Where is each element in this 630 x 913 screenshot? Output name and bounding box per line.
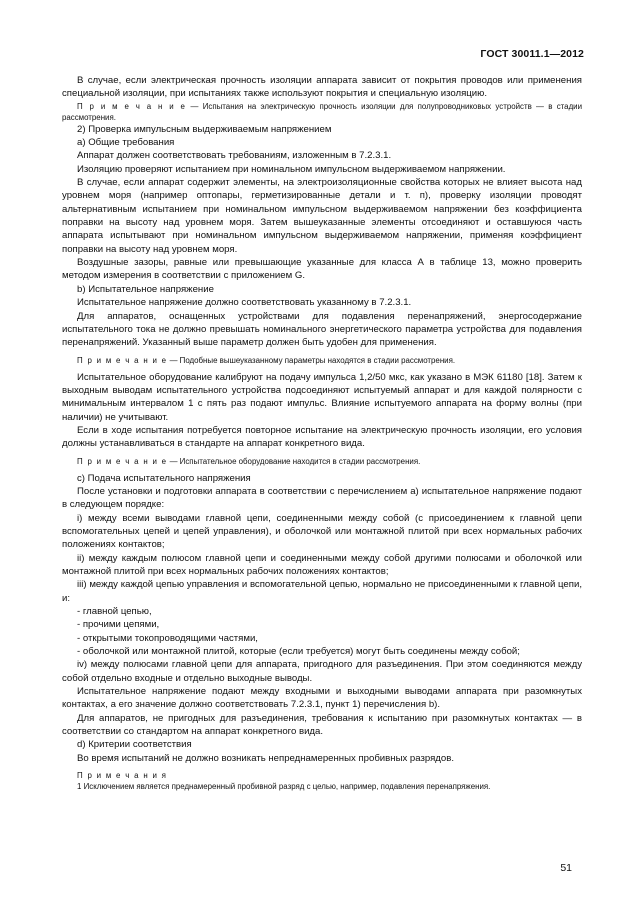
- body-paragraph: [62, 163, 582, 176]
- body-paragraph: [62, 149, 582, 162]
- body-paragraph: [62, 283, 582, 296]
- paragraph-text: d) Критерии соответствия: [77, 739, 192, 751]
- paragraph-text: - прочими цепями,: [77, 619, 160, 631]
- paragraph-text: b) Испытательное напряжение: [77, 283, 214, 295]
- paragraph-text: iii) между каждой цепью управления и вспомогательной цепью, нормально не присоединенными к главной цепи, и:: [62, 579, 582, 604]
- paragraph-text: В случае, если электрическая прочность изоляции аппарата зависит от покрытия проводов или применения специальной изоляции, при испытаниях также используют покрытия и специальную изоляцию.: [62, 75, 582, 100]
- paragraph-text: а) Общие требования: [77, 137, 175, 149]
- paragraph-text: - открытыми токопроводящими частями,: [77, 632, 258, 644]
- paragraph-text: i) между всеми выводами главной цепи, соединенными между собой (с присоединением к главной цепи вспомогательных цепей и цепей управления), и оболочкой или монтажной плитой при всех нормальных рабочих положениях контактов;: [62, 512, 582, 551]
- note-label: П р и м е ч а н и е: [77, 456, 168, 466]
- body-paragraph: [62, 605, 582, 618]
- page-body: [62, 74, 582, 792]
- note-label: П р и м е ч а н и е: [77, 355, 168, 365]
- paragraph-text: — Испытательное оборудование находится в стадии рассмотрения.: [167, 456, 421, 466]
- paragraph-text: - оболочкой или монтажной плитой, которые (если требуется) могут быть соединены между собой;: [77, 646, 520, 658]
- body-paragraph: [62, 578, 582, 605]
- body-paragraph: [62, 552, 582, 579]
- body-paragraph: [62, 685, 582, 712]
- paragraph-text: — Подобные вышеуказанному параметры находятся в стадии рассмотрения.: [167, 355, 456, 365]
- note-label: П р и м е ч а н и е: [77, 101, 187, 111]
- body-paragraph: [62, 632, 582, 645]
- paragraph-text: — Испытания на электрическую прочность изоляции для полупроводниковых устройств — в стадии рассмотрения.: [62, 101, 582, 122]
- paragraph-text: После установки и подготовки аппарата в соответствии с перечислением а) испытательное напряжение подают в следующем порядке:: [62, 485, 582, 511]
- body-paragraph: [62, 752, 582, 765]
- body-paragraph: [62, 310, 582, 350]
- paragraph-text: Воздушные зазоры, равные или превышающие указанные для класса А в таблице 13, можно проверить методом измерения в соответствии с приложением G.: [62, 257, 582, 282]
- paragraph-text: Для аппаратов, оснащенных устройствами для подавления перенапряжений, энергосодержание испытательного тока не должно превышать номинального энергетического параметра устройства для подавления перенапряжений. Указанный выше параметр должен быть удобен для применения.: [62, 310, 582, 349]
- body-paragraph: [62, 645, 582, 658]
- body-paragraph: [62, 256, 582, 283]
- body-paragraph: [62, 512, 582, 552]
- paragraph-text: Испытательное напряжение подают между входными и выходными выводами аппарата при разомкнутых контактах, а его значение должно соответствовать 7.2.3.1, пункт 1) перечисления b).: [62, 686, 582, 711]
- body-paragraph: [62, 472, 582, 485]
- body-paragraph: [62, 136, 582, 149]
- paragraph-text: В случае, если аппарат содержит элементы, на электроизоляционные свойства которых не влияет высота над уровнем моря (например оптопары, герметизированные детали и т. п), проверку изоляции проводят альтернативным испытанием при номинальном импульсном выдерживаемом напряжении без коэффициента поправки на высоту над уровнем моря. Затем вышеуказанные элементы отсоединяют и оставшуюся часть аппарата испытывают при номинальном импульсном выдерживаемом напряжении, применяя коэффициент поправки на высоту над уровнем моря.: [62, 177, 582, 255]
- note-paragraph: [62, 355, 582, 366]
- body-paragraph: [62, 712, 582, 739]
- page-number: 51: [560, 862, 572, 874]
- note-paragraph: [62, 456, 582, 467]
- paragraph-text: Если в ходе испытания потребуется повторное испытание на электрическую прочность изоляции, его условия должны устанавливаться в стандарте на аппарат конкретного вида.: [62, 424, 582, 450]
- paragraph-text: - главной цепью,: [77, 606, 152, 618]
- paragraph-text: 2) Проверка импульсным выдерживаемым напряжением: [77, 123, 332, 135]
- paragraph-text: с) Подача испытательного напряжения: [77, 472, 251, 484]
- body-paragraph: [62, 296, 582, 309]
- note-paragraph: [62, 781, 582, 792]
- paragraph-text: 1 Исключением является преднамеренный пробивной разряд с целью, например, подавления перенапряжения.: [77, 782, 491, 792]
- paragraph-text: Испытательное напряжение должно соответствовать указанному в 7.2.3.1.: [77, 297, 412, 309]
- paragraph-text: Изоляцию проверяют испытанием при номинальном импульсном выдерживаемом напряжении.: [77, 163, 506, 175]
- body-paragraph: [62, 176, 582, 256]
- paragraph-text: Аппарат должен соответствовать требованиям, изложенным в 7.2.3.1.: [77, 150, 392, 162]
- note-paragraph: [62, 101, 582, 123]
- document-header: ГОСТ 30011.1—2012: [480, 48, 584, 60]
- body-paragraph: [62, 618, 582, 631]
- body-paragraph: [62, 485, 582, 512]
- body-paragraph: [62, 123, 582, 136]
- body-paragraph: [62, 738, 582, 751]
- body-paragraph: [62, 74, 582, 101]
- body-paragraph: [62, 371, 582, 424]
- body-paragraph: [62, 424, 582, 451]
- paragraph-text: Во время испытаний не должно возникать непреднамеренных пробивных разрядов.: [77, 752, 455, 764]
- paragraph-text: ii) между каждым полюсом главной цепи и соединенными между собой другими полюсами и оболочкой или монтажной плитой при всех нормальных рабочих положениях контактов;: [62, 552, 582, 577]
- paragraph-text: Для аппаратов, не пригодных для разъединения, требования к испытанию при разомкнутых контактах — в соответствии со стандартом на аппарат конкретного вида.: [62, 712, 582, 738]
- paragraph-text: iv) между полюсами главной цепи для аппарата, пригодного для разъединения. При этом соединяются между собой отдельно входные и отдельно выходные выводы.: [62, 659, 582, 684]
- paragraph-text: Испытательное оборудование калибруют на подачу импульса 1,2/50 мкс, как указано в МЭК 61180 [18]. Затем к выходным выводам испытательного устройства подсоединяют испытуемый аппарат и для каждой полярности с минимальным интервалом 1 с пять раз подают импульс. Влияние испытуемого аппарата на форму волны (при наличии) не учитывают.: [62, 371, 582, 423]
- note-label: П р и м е ч а н и я: [77, 771, 168, 781]
- body-paragraph: [62, 658, 582, 685]
- note-paragraph: [62, 770, 582, 781]
